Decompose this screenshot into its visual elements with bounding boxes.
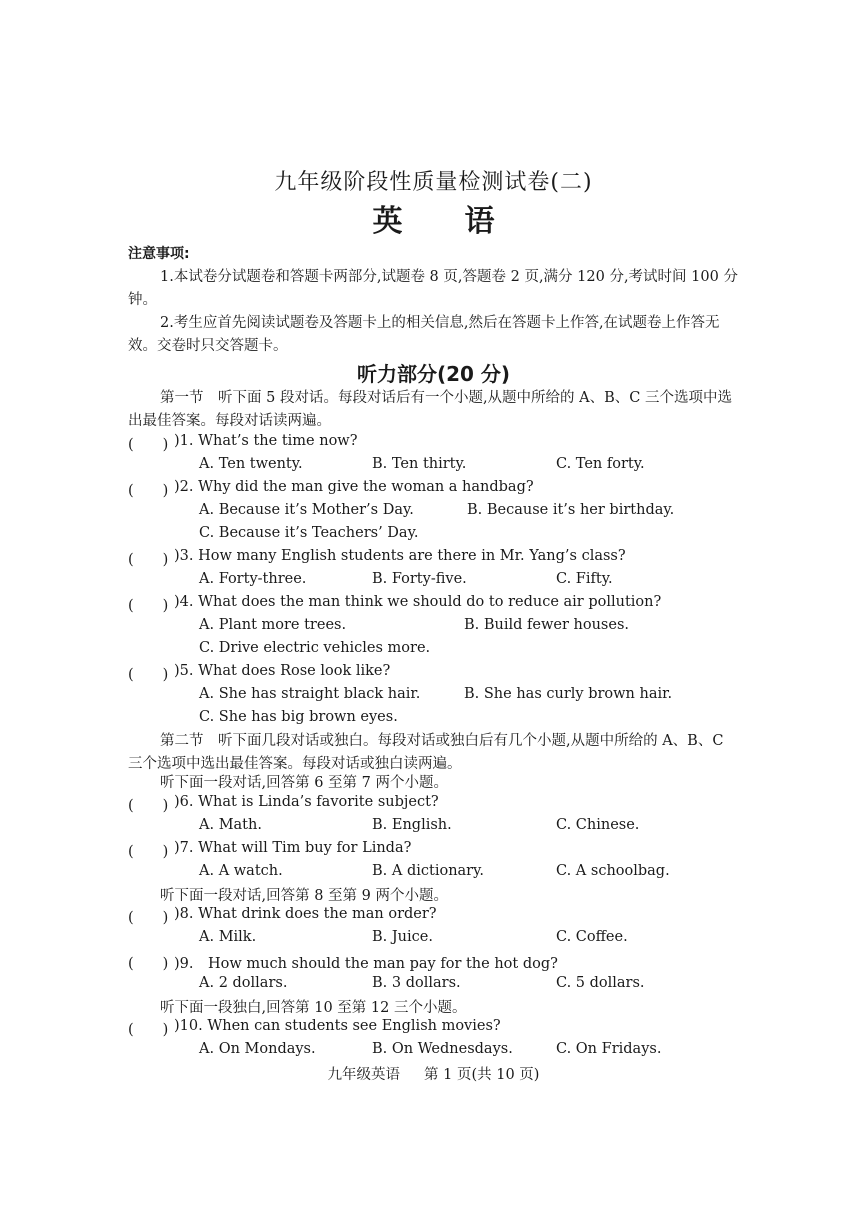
notice-item-1: 1.本试卷分试题卷和答题卡两部分,试题卷 8 页,答题卷 2 页,满分 120 分,考试时间 100 分钟。 [128,269,738,308]
option-a[interactable]: A. Milk. [199,929,257,945]
answer-blank[interactable]: ( ) [128,483,169,499]
question-stem: )9. How much should the man pay for the hot dog? [174,956,558,972]
option-b[interactable]: B. English. [372,817,452,833]
section-1-instructions: 第一节 听下面 5 段对话。每段对话后有一个小题,从题中所给的 A、B、C 三个选项中选出最佳答案。每段对话读两遍。 [128,390,732,429]
option-a[interactable]: A. Because it’s Mother’s Day. [199,502,414,518]
footer-page-number: 第 1 页(共 10 页) [424,1067,540,1083]
footer-subject: 九年级英语 [327,1067,401,1083]
option-c[interactable]: C. Because it’s Teachers’ Day. [199,525,419,541]
instruction-q10-12: 听下面一段独白,回答第 10 至第 12 三个小题。 [160,1000,467,1016]
answer-blank[interactable]: ( ) [128,798,169,814]
exam-title: 九年级阶段性质量检测试卷(二) [274,170,593,195]
question-stem: )3. How many English students are there in Mr. Yang’s class? [174,548,626,564]
option-b[interactable]: B. Juice. [372,929,433,945]
option-a[interactable]: A. Forty-three. [199,571,307,587]
question-stem: )7. What will Tim buy for Linda? [174,840,412,856]
subject-title [0,196,867,240]
answer-blank[interactable]: ( ) [128,437,169,453]
option-b[interactable]: B. On Wednesdays. [372,1041,513,1057]
question-stem: )1. What’s the time now? [174,433,358,449]
option-a[interactable]: A. She has straight black hair. [199,686,421,702]
question-stem: )4. What does the man think we should do to reduce air pollution? [174,594,662,610]
option-b[interactable]: B. She has curly brown hair. [464,686,673,702]
option-a[interactable]: A. 2 dollars. [199,975,288,991]
option-c[interactable]: C. Coffee. [556,929,628,945]
option-a[interactable]: A. A watch. [199,863,283,879]
answer-blank[interactable]: ( ) [128,552,169,568]
option-c[interactable]: C. Drive electric vehicles more. [199,640,431,656]
answer-blank[interactable]: ( ) [128,844,169,860]
option-b[interactable]: B. Ten thirty. [372,456,467,472]
page-footer [0,1063,867,1084]
instruction-q6-7: 听下面一段对话,回答第 6 至第 7 两个小题。 [160,775,448,791]
option-c[interactable]: C. She has big brown eyes. [199,709,398,725]
notice-label: 注意事项: [128,246,190,262]
section-2-instructions: 第二节 听下面几段对话或独白。每段对话或独白后有几个小题,从题中所给的 A、B、C 三个选项中选出最佳答案。每段对话或独白读两遍。 [128,733,724,772]
listening-section-title: 听力部分(20 分) [356,362,511,386]
option-b[interactable]: B. Build fewer houses. [464,617,629,633]
option-a[interactable]: A. Plant more trees. [199,617,347,633]
option-a[interactable]: A. Math. [199,817,262,833]
option-c[interactable]: C. Chinese. [556,817,640,833]
question-stem: )8. What drink does the man order? [174,906,437,922]
answer-blank[interactable]: ( ) [128,598,169,614]
option-c[interactable]: C. A schoolbag. [556,863,670,879]
subject-char-1: 英 [372,204,403,239]
option-c[interactable]: C. Fifty. [556,571,613,587]
instruction-q8-9: 听下面一段对话,回答第 8 至第 9 两个小题。 [160,888,448,904]
option-c[interactable]: C. On Fridays. [556,1041,662,1057]
answer-blank[interactable]: ( ) [128,910,169,926]
question-stem: )10. When can students see English movies? [174,1018,501,1034]
answer-blank[interactable]: ( ) [128,667,169,683]
notice-item-2: 2.考生应首先阅读试题卷及答题卡上的相关信息,然后在答题卡上作答,在试题卷上作答无效。交卷时只交答题卡。 [128,315,720,354]
answer-blank[interactable]: ( ) [128,956,169,972]
option-a[interactable]: A. Ten twenty. [199,456,303,472]
question-stem: )6. What is Linda’s favorite subject? [174,794,439,810]
option-b[interactable]: B. Forty-five. [372,571,467,587]
option-a[interactable]: A. On Mondays. [199,1041,316,1057]
option-b[interactable]: B. A dictionary. [372,863,484,879]
subject-char-2: 语 [464,204,495,239]
answer-blank[interactable]: ( ) [128,1022,169,1038]
question-stem: )2. Why did the man give the woman a handbag? [174,479,534,495]
option-c[interactable]: C. 5 dollars. [556,975,645,991]
option-b[interactable]: B. Because it’s her birthday. [467,502,675,518]
option-c[interactable]: C. Ten forty. [556,456,645,472]
option-b[interactable]: B. 3 dollars. [372,975,461,991]
question-stem: )5. What does Rose look like? [174,663,391,679]
